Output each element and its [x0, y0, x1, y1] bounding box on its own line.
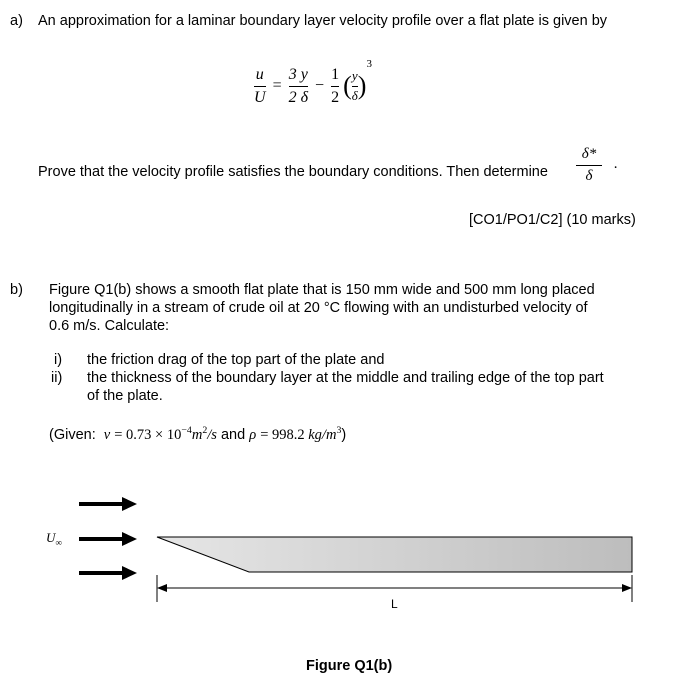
part-b-label: b)	[10, 282, 23, 298]
dimension-arrowhead-left	[157, 584, 167, 592]
free-stream-velocity-label: $U_\infty$	[46, 530, 62, 548]
term2-denominator: 2	[331, 88, 340, 106]
part-b-line-3: 0.6 m/s. Calculate:	[49, 318, 170, 334]
figure-caption: Figure Q1(b)	[306, 658, 393, 674]
inner-numerator: y	[351, 68, 358, 84]
rho-value: = 998.2 $kg/m^3$	[260, 425, 342, 443]
ratio-denominator: δ	[585, 167, 593, 184]
nu-symbol: ν	[103, 426, 111, 443]
length-label: L	[391, 597, 398, 611]
part-b-line-1: Figure Q1(b) shows a smooth flat plate that is 150 mm wide and 500 mm long placed	[49, 282, 595, 298]
list-item-number: i)	[54, 352, 63, 368]
ratio-period: .	[613, 156, 618, 173]
given-and: and	[220, 426, 246, 443]
nu-value: = $0.73 \times 10^{-4}m^2/s$	[114, 425, 217, 443]
list-item-text: the thickness of the boundary layer at the middle and trailing edge of the top part	[87, 370, 604, 386]
dimension-arrowhead-right	[622, 584, 632, 592]
part-a-marks: [CO1/PO1/C2] (10 marks)	[469, 212, 636, 228]
inner-denominator: δ	[351, 87, 358, 103]
term2-numerator: 1	[331, 66, 340, 83]
flow-arrow	[79, 497, 137, 511]
ratio-numerator: δ*	[581, 146, 597, 162]
part-a-prove-text: Prove that the velocity profile satisfies the boundary conditions. Then determine	[38, 164, 548, 180]
flow-arrow	[79, 566, 137, 580]
part-a-label: a)	[10, 13, 23, 29]
part-b-line-2: longitudinally in a stream of crude oil at 20 °C flowing with an undisturbed velocity of	[49, 300, 588, 316]
term1-denominator: 2 δ	[288, 88, 309, 106]
lhs-denominator: U	[254, 88, 266, 106]
flow-arrow	[79, 532, 137, 546]
equals-sign: =	[272, 76, 282, 94]
part-a-intro: An approximation for a laminar boundary layer velocity profile over a flat plate is given by	[38, 13, 608, 29]
list-item-text: the friction drag of the top part of the plate and	[87, 352, 385, 368]
given-close: )	[341, 426, 347, 443]
minus-sign: −	[315, 76, 325, 94]
given-open: (Given:	[49, 426, 96, 443]
velocity-profile-equation: $\frac{u}{U}$ = $\frac{3 y}{2 \delta}$ − $\frac{1}{2}$ ( $\frac{y}{\delta}$ )$^3$	[254, 58, 372, 106]
list-item-continuation: of the plate.	[87, 388, 163, 404]
lhs-numerator: u	[255, 66, 264, 83]
flat-plate	[157, 537, 632, 572]
cube-exponent: 3	[366, 58, 372, 71]
rho-symbol: ρ	[249, 426, 257, 443]
list-item-number: ii)	[51, 370, 63, 386]
term1-numerator: 3 y	[288, 66, 308, 83]
